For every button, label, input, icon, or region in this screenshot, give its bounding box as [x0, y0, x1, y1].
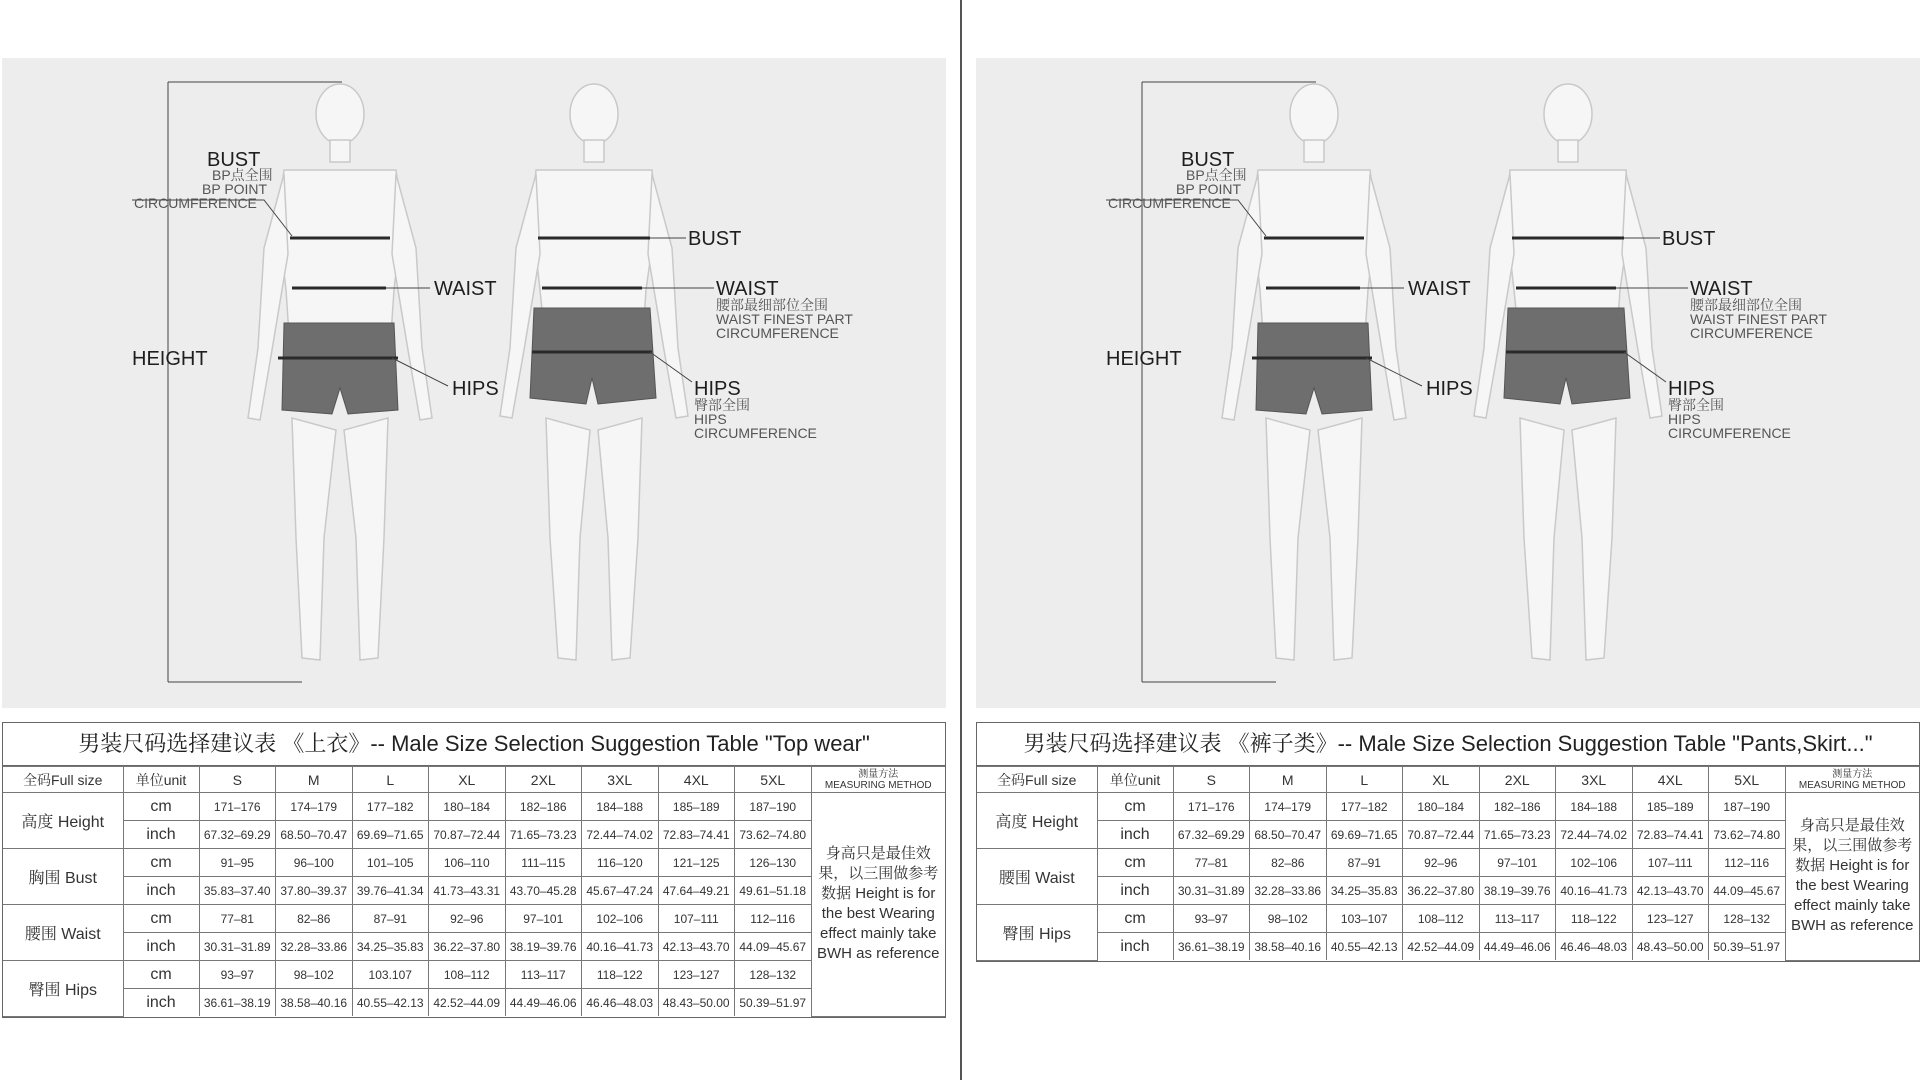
size-value-cell: 180–184 — [1403, 793, 1480, 821]
size-value-cell: 40.16–41.73 — [1556, 877, 1633, 905]
size-value-cell: 128–132 — [1709, 905, 1786, 933]
back-hips-label: HIPS — [694, 378, 741, 400]
size-value-cell: 93–97 — [1173, 905, 1250, 933]
full-size-header: 全码Full size — [977, 767, 1097, 793]
size-value-cell: 108–112 — [429, 961, 506, 989]
size-value-cell: 185–189 — [658, 793, 735, 821]
unit-cell: cm — [123, 905, 199, 933]
method-en: MEASURING METHOD — [824, 779, 932, 791]
size-value-cell: 36.22–37.80 — [429, 933, 506, 961]
size-header: 5XL — [1709, 767, 1786, 793]
size-header: 5XL — [735, 767, 812, 793]
size-value-cell: 92–96 — [1403, 849, 1480, 877]
size-value-cell: 34.25–35.83 — [352, 933, 429, 961]
size-value-cell: 108–112 — [1403, 905, 1480, 933]
size-value-cell: 44.49–46.06 — [1479, 933, 1556, 961]
method-cn: 测量方法 — [858, 768, 899, 780]
size-value-cell: 36.22–37.80 — [1403, 877, 1480, 905]
size-value-cell: 46.46–48.03 — [582, 989, 659, 1017]
header-row — [3, 767, 945, 793]
table-row — [977, 933, 1919, 961]
size-value-cell: 50.39–51.97 — [1709, 933, 1786, 961]
size-value-cell: 97–101 — [505, 905, 582, 933]
size-value-cell: 118–122 — [1556, 905, 1633, 933]
size-header: 3XL — [1556, 767, 1633, 793]
method-cn: 测量方法 — [1832, 768, 1873, 780]
size-header: XL — [1403, 767, 1480, 793]
size-value-cell: 70.87–72.44 — [1403, 821, 1480, 849]
front-waist-label: WAIST — [1408, 278, 1471, 300]
pants-panel — [976, 0, 1920, 1080]
unit-cell: cm — [123, 961, 199, 989]
pants-size-table — [976, 722, 1920, 962]
height-label: HEIGHT — [1106, 348, 1182, 370]
size-value-cell: 69.69–71.65 — [1326, 821, 1403, 849]
unit-cell: inch — [1097, 877, 1173, 905]
unit-cell: inch — [123, 821, 199, 849]
size-value-cell: 36.61–38.19 — [199, 989, 276, 1017]
size-value-cell: 113–117 — [505, 961, 582, 989]
size-value-cell: 184–188 — [1556, 793, 1633, 821]
table-row — [977, 793, 1919, 821]
size-header: M — [276, 767, 353, 793]
top-wear-panel — [2, 0, 946, 1080]
size-value-cell: 87–91 — [352, 905, 429, 933]
measurement-name: 胸围 Bust — [3, 849, 123, 905]
measuring-method-header — [811, 767, 945, 793]
size-value-cell: 32.28–33.86 — [276, 933, 353, 961]
size-grid — [977, 766, 1919, 961]
top-wear-table-title: 男装尺码选择建议表 《上衣》-- Male Size Selection Suggestion Table "Top wear" — [3, 723, 945, 766]
size-value-cell: 98–102 — [276, 961, 353, 989]
size-value-cell: 37.80–39.37 — [276, 877, 353, 905]
front-hips-label: HIPS — [452, 378, 499, 400]
back-waist-label: WAIST — [1690, 278, 1753, 300]
size-value-cell: 82–86 — [276, 905, 353, 933]
size-value-cell: 49.61–51.18 — [735, 877, 812, 905]
size-header: L — [1326, 767, 1403, 793]
measurement-name: 臀围 Hips — [977, 905, 1097, 961]
size-value-cell: 101–105 — [352, 849, 429, 877]
size-value-cell: 116–120 — [582, 849, 659, 877]
size-value-cell: 106–110 — [429, 849, 506, 877]
size-value-cell: 42.52–44.09 — [429, 989, 506, 1017]
bust-label: BUST — [1181, 149, 1235, 171]
size-value-cell: 68.50–70.47 — [276, 821, 353, 849]
size-value-cell: 44.49–46.06 — [505, 989, 582, 1017]
size-value-cell: 42.52–44.09 — [1403, 933, 1480, 961]
unit-cell: inch — [1097, 933, 1173, 961]
back-bust-label: BUST — [688, 228, 742, 250]
size-value-cell: 93–97 — [199, 961, 276, 989]
unit-cell: cm — [123, 793, 199, 821]
unit-cell: cm — [123, 849, 199, 877]
unit-cell: inch — [1097, 821, 1173, 849]
size-value-cell: 92–96 — [429, 905, 506, 933]
panel-divider — [960, 0, 962, 1080]
size-value-cell: 69.69–71.65 — [352, 821, 429, 849]
measuring-method-header — [1785, 767, 1919, 793]
bust-cn-label: BP点全围 — [212, 167, 273, 183]
back-hips-label: HIPS — [1668, 378, 1715, 400]
waist-circumference-label: CIRCUMFERENCE — [1690, 325, 1813, 341]
size-value-cell: 102–106 — [1556, 849, 1633, 877]
table-row — [3, 793, 945, 821]
size-value-cell: 35.83–37.40 — [199, 877, 276, 905]
size-value-cell: 177–182 — [1326, 793, 1403, 821]
size-value-cell: 184–188 — [582, 793, 659, 821]
table-row — [3, 877, 945, 905]
size-value-cell: 67.32–69.29 — [1173, 821, 1250, 849]
size-value-cell: 112–116 — [1709, 849, 1786, 877]
size-value-cell: 48.43–50.00 — [1632, 933, 1709, 961]
size-header: 2XL — [505, 767, 582, 793]
hips-cn-label: 臀部全围 — [694, 397, 750, 413]
bp-point-label: BP POINT — [202, 181, 268, 197]
size-value-cell: 182–186 — [1479, 793, 1556, 821]
measuring-note: 身高只是最佳效果，以三围做参考数据 Height is for the best Wearing effect mainly take BWH as reference — [811, 793, 945, 1017]
size-value-cell: 40.55–42.13 — [1326, 933, 1403, 961]
size-value-cell: 72.44–74.02 — [582, 821, 659, 849]
size-header: 2XL — [1479, 767, 1556, 793]
bp-point-label: BP POINT — [1176, 181, 1242, 197]
full-size-header: 全码Full size — [3, 767, 123, 793]
size-value-cell: 103.107 — [352, 961, 429, 989]
waist-cn-label: 腰部最细部位全围 — [1690, 297, 1802, 313]
size-value-cell: 42.13–43.70 — [658, 933, 735, 961]
size-value-cell: 98–102 — [1250, 905, 1327, 933]
size-value-cell: 187–190 — [1709, 793, 1786, 821]
size-header: 3XL — [582, 767, 659, 793]
bust-circumference-label: CIRCUMFERENCE — [134, 195, 257, 211]
size-value-cell: 42.13–43.70 — [1632, 877, 1709, 905]
front-waist-label: WAIST — [434, 278, 497, 300]
size-value-cell: 43.70–45.28 — [505, 877, 582, 905]
size-grid — [3, 766, 945, 1017]
unit-cell: cm — [1097, 905, 1173, 933]
hips-small-label: HIPS — [694, 411, 727, 427]
hips-cn-label: 臀部全围 — [1668, 397, 1724, 413]
front-hips-label: HIPS — [1426, 378, 1473, 400]
table-row — [3, 821, 945, 849]
size-value-cell: 118–122 — [582, 961, 659, 989]
size-value-cell: 97–101 — [1479, 849, 1556, 877]
measurement-figure — [976, 58, 1920, 708]
size-value-cell: 113–117 — [1479, 905, 1556, 933]
measurement-name: 高度 Height — [977, 793, 1097, 849]
table-row — [977, 821, 1919, 849]
table-row — [3, 961, 945, 989]
size-value-cell: 185–189 — [1632, 793, 1709, 821]
size-value-cell: 48.43–50.00 — [658, 989, 735, 1017]
waist-circumference-label: CIRCUMFERENCE — [716, 325, 839, 341]
size-value-cell: 91–95 — [199, 849, 276, 877]
size-value-cell: 182–186 — [505, 793, 582, 821]
size-value-cell: 187–190 — [735, 793, 812, 821]
size-header: S — [199, 767, 276, 793]
size-value-cell: 177–182 — [352, 793, 429, 821]
bust-cn-label: BP点全围 — [1186, 167, 1247, 183]
size-value-cell: 123–127 — [658, 961, 735, 989]
size-value-cell: 72.83–74.41 — [1632, 821, 1709, 849]
measurement-name: 腰围 Waist — [3, 905, 123, 961]
top-wear-size-table — [2, 722, 946, 1018]
unit-cell: inch — [123, 989, 199, 1017]
size-header: S — [1173, 767, 1250, 793]
size-value-cell: 174–179 — [276, 793, 353, 821]
size-header: M — [1250, 767, 1327, 793]
pants-table-title: 男装尺码选择建议表 《裤子类》-- Male Size Selection Suggestion Table "Pants,Skirt..." — [977, 723, 1919, 766]
size-header: 4XL — [1632, 767, 1709, 793]
size-value-cell: 77–81 — [199, 905, 276, 933]
back-bust-label: BUST — [1662, 228, 1716, 250]
size-value-cell: 102–106 — [582, 905, 659, 933]
size-value-cell: 73.62–74.80 — [735, 821, 812, 849]
size-value-cell: 44.09–45.67 — [1709, 877, 1786, 905]
measuring-note: 身高只是最佳效果，以三围做参考数据 Height is for the best Wearing effect mainly take BWH as reference — [1785, 793, 1919, 961]
size-value-cell: 32.28–33.86 — [1250, 877, 1327, 905]
size-value-cell: 67.32–69.29 — [199, 821, 276, 849]
size-value-cell: 171–176 — [199, 793, 276, 821]
size-value-cell: 41.73–43.31 — [429, 877, 506, 905]
measurement-figure — [2, 58, 946, 708]
size-value-cell: 38.58–40.16 — [276, 989, 353, 1017]
measurement-name: 臀围 Hips — [3, 961, 123, 1017]
size-value-cell: 180–184 — [429, 793, 506, 821]
bust-label: BUST — [207, 149, 261, 171]
size-value-cell: 36.61–38.19 — [1173, 933, 1250, 961]
table-row — [977, 905, 1919, 933]
table-row — [977, 849, 1919, 877]
measurement-name: 腰围 Waist — [977, 849, 1097, 905]
size-header: L — [352, 767, 429, 793]
size-value-cell: 123–127 — [1632, 905, 1709, 933]
method-en: MEASURING METHOD — [1798, 779, 1906, 791]
size-value-cell: 68.50–70.47 — [1250, 821, 1327, 849]
size-value-cell: 174–179 — [1250, 793, 1327, 821]
hips-circumference-label: CIRCUMFERENCE — [694, 425, 817, 441]
size-value-cell: 46.46–48.03 — [1556, 933, 1633, 961]
table-row — [3, 849, 945, 877]
size-value-cell: 96–100 — [276, 849, 353, 877]
size-value-cell: 107–111 — [1632, 849, 1709, 877]
size-value-cell: 44.09–45.67 — [735, 933, 812, 961]
size-value-cell: 30.31–31.89 — [199, 933, 276, 961]
top-table-body — [3, 793, 945, 1017]
unit-header: 单位unit — [123, 767, 199, 793]
size-header: XL — [429, 767, 506, 793]
size-value-cell: 38.58–40.16 — [1250, 933, 1327, 961]
height-label: HEIGHT — [132, 348, 208, 370]
hips-circumference-label: CIRCUMFERENCE — [1668, 425, 1791, 441]
unit-cell: inch — [123, 877, 199, 905]
unit-cell: cm — [1097, 793, 1173, 821]
size-value-cell: 121–125 — [658, 849, 735, 877]
size-value-cell: 50.39–51.97 — [735, 989, 812, 1017]
size-value-cell: 103–107 — [1326, 905, 1403, 933]
back-waist-label: WAIST — [716, 278, 779, 300]
header-row — [977, 767, 1919, 793]
size-value-cell: 111–115 — [505, 849, 582, 877]
size-value-cell: 126–130 — [735, 849, 812, 877]
size-value-cell: 45.67–47.24 — [582, 877, 659, 905]
pants-table-body — [977, 793, 1919, 961]
size-value-cell: 47.64–49.21 — [658, 877, 735, 905]
size-value-cell: 40.16–41.73 — [582, 933, 659, 961]
size-value-cell: 34.25–35.83 — [1326, 877, 1403, 905]
unit-cell: cm — [1097, 849, 1173, 877]
size-value-cell: 72.83–74.41 — [658, 821, 735, 849]
size-value-cell: 77–81 — [1173, 849, 1250, 877]
size-value-cell: 82–86 — [1250, 849, 1327, 877]
waist-finest-label: WAIST FINEST PART — [716, 311, 853, 327]
unit-cell: inch — [123, 933, 199, 961]
size-value-cell: 40.55–42.13 — [352, 989, 429, 1017]
table-row — [3, 933, 945, 961]
table-row — [977, 877, 1919, 905]
size-header: 4XL — [658, 767, 735, 793]
size-value-cell: 30.31–31.89 — [1173, 877, 1250, 905]
size-value-cell: 128–132 — [735, 961, 812, 989]
size-value-cell: 38.19–39.76 — [1479, 877, 1556, 905]
size-value-cell: 87–91 — [1326, 849, 1403, 877]
table-row — [3, 905, 945, 933]
size-value-cell: 38.19–39.76 — [505, 933, 582, 961]
size-value-cell: 39.76–41.34 — [352, 877, 429, 905]
size-value-cell: 71.65–73.23 — [505, 821, 582, 849]
size-value-cell: 73.62–74.80 — [1709, 821, 1786, 849]
size-value-cell: 72.44–74.02 — [1556, 821, 1633, 849]
bust-circumference-label: CIRCUMFERENCE — [1108, 195, 1231, 211]
unit-header: 单位unit — [1097, 767, 1173, 793]
size-value-cell: 71.65–73.23 — [1479, 821, 1556, 849]
hips-small-label: HIPS — [1668, 411, 1701, 427]
size-value-cell: 107–111 — [658, 905, 735, 933]
size-value-cell: 171–176 — [1173, 793, 1250, 821]
waist-finest-label: WAIST FINEST PART — [1690, 311, 1827, 327]
size-value-cell: 70.87–72.44 — [429, 821, 506, 849]
table-row — [3, 989, 945, 1017]
waist-cn-label: 腰部最细部位全围 — [716, 297, 828, 313]
size-value-cell: 112–116 — [735, 905, 812, 933]
measurement-name: 高度 Height — [3, 793, 123, 849]
